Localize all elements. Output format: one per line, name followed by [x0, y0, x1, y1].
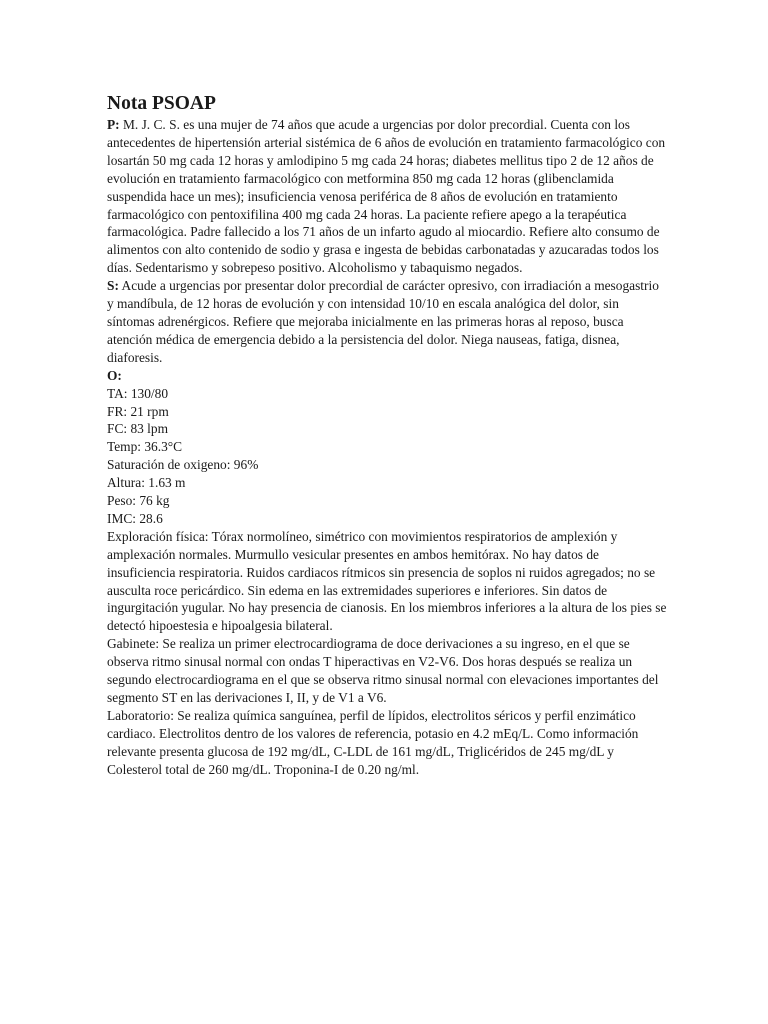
section-p-text: M. J. C. S. es una mujer de 74 años que acude a urgencias por dolor precordial. Cuenta con los antecedentes de hipertensión arterial sistémica de 6 años de evolución en tratamiento farmacológico con losartán 50 mg cada 12 horas y amlodipino 5 mg cada 24 horas; diabetes mellitus tipo 2 de 12 años de evolución en tratamiento farmacológico con metformina 850 mg cada 12 horas (glibenclamida suspendida hace un mes); insuficiencia venosa periférica de 8 años de evolución en tratamiento farmacológico con pentoxifilina 400 mg cada 24 horas. La paciente refiere apego a la terapéutica farmacológica. Padre fallecido a los 71 años de un infarto agudo al miocardio. Refiere alto consumo de alimentos con alto contenido de sodio y grasa e ingesta de bebidas carbonatadas y azucaradas todos los días. Sedentarismo y sobrepeso positivo. Alcoholismo y tabaquismo negados.	[107, 117, 666, 276]
section-s	[107, 277, 667, 367]
vital-altura: Altura: 1.63 m	[107, 475, 186, 491]
section-p-label: P:	[107, 117, 120, 132]
section-p	[107, 116, 667, 277]
vital-temp: Temp: 36.3°C	[107, 439, 183, 455]
laboratorio: Laboratorio: Se realiza química sanguínea, perfil de lípidos, electrolitos séricos y perfil enzimático cardiaco. Electrolitos dentro de los valores de referencia, potasio en 4.2 mEq/L. Como información relevante presenta glucosa de 192 mg/dL, C-LDL de 161 mg/dL, Triglicéridos de 245 mg/dL y Colesterol total de 260 mg/dL. Troponina-I de 0.20 ng/ml.	[107, 707, 639, 777]
section-s-text: Acude a urgencias por presentar dolor precordial de carácter opresivo, con irradiación a mesogastrio y mandíbula, de 12 horas de evolución y con intensidad 10/10 en escala analógica del dolor, sin síntomas adrenérgicos. Refiere que mejoraba inicialmente en las primeras horas al reposo, busca atención médica de emergencia debido a la persistencia del dolor. Niega nauseas, fatiga, disnea, diaforesis.	[107, 278, 659, 365]
vital-fc: FC: 83 lpm	[107, 421, 169, 437]
gabinete: Gabinete: Se realiza un primer electrocardiograma de doce derivaciones a su ingreso, en el que se observa ritmo sinusal normal con ondas T hiperactivas en V2-V6. Dos horas después se realiza un segundo electrocardiograma en el que se observa ritmo sinusal normal con elevaciones importantes del segmento ST en las derivaciones I, II, y de V1 a V6.	[107, 636, 659, 705]
vital-peso: Peso: 76 kg	[107, 493, 170, 509]
section-o-label: O:	[107, 367, 122, 383]
vital-fr: FR: 21 rpm	[107, 403, 169, 419]
exploracion-fisica: Exploración física: Tórax normolíneo, simétrico con movimientos respiratorios de amplexión y amplexación normales. Murmullo vesicular presentes en ambos hemitórax. No hay datos de insuficiencia respiratoria. Ruidos cardiacos rítmicos sin presencia de soplos ni ruidos agregados; no se ausculta roce pericárdico. Sin edema en las extremidades superiores e inferiores. Sin datos de ingurgitación yugular. No hay presencia de cianosis. En los miembros inferiores a la altura de los pies se detectó hipoestesia e hipoalgesia bilateral.	[107, 528, 667, 634]
section-s-label: S:	[107, 278, 119, 294]
document-page	[107, 92, 667, 779]
document-title: Nota PSOAP	[107, 93, 216, 114]
vital-imc: IMC: 28.6	[107, 510, 163, 526]
vital-saturacion: Saturación de oxigeno: 96%	[107, 457, 259, 473]
vital-ta: TA: 130/80	[107, 385, 169, 401]
